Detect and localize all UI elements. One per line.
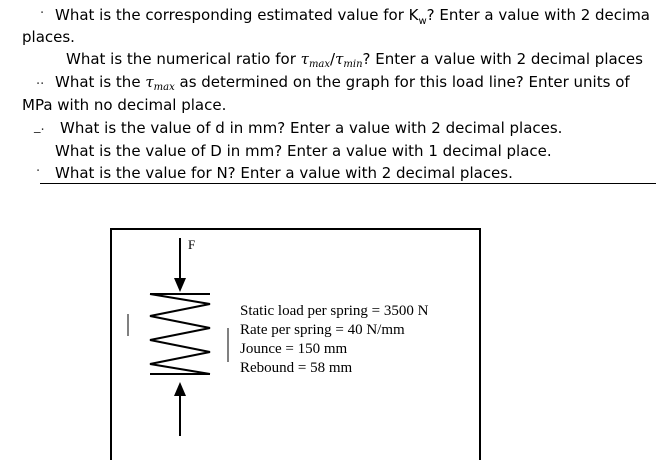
tau-symbol-2: τ bbox=[335, 50, 344, 68]
question-big-d: What is the value of D in mm? Enter a value with 1 decimal place. bbox=[55, 142, 552, 160]
bullet-q1: · bbox=[40, 6, 45, 21]
question-kw-suffix: ? Enter a value with 2 decima bbox=[426, 6, 651, 24]
tau-symbol-3: τ bbox=[145, 73, 154, 91]
question-kw-continuation: places. bbox=[22, 28, 75, 46]
tau-min-sub: min bbox=[343, 59, 363, 70]
question-kw bbox=[55, 6, 650, 31]
spec-jounce: Jounce = 150 mm bbox=[240, 341, 348, 357]
spec-rate: Rate per spring = 40 N/mm bbox=[240, 322, 405, 338]
tau-symbol: τ bbox=[300, 50, 309, 68]
slash: / bbox=[330, 50, 336, 68]
question-tau-prefix: What is the bbox=[55, 73, 146, 91]
question-kw-sub: w bbox=[418, 16, 427, 27]
force-label: F bbox=[188, 237, 196, 252]
spec-static-load: Static load per spring = 3500 N bbox=[240, 303, 429, 319]
question-n: What is the value for N? Enter a value with 2 decimal places. bbox=[55, 164, 513, 182]
question-ratio-suffix: ? Enter a value with 2 decimal places bbox=[362, 50, 643, 68]
spring-figure bbox=[110, 228, 481, 460]
bullet-q6: · bbox=[36, 164, 41, 179]
spec-rebound: Rebound = 58 mm bbox=[240, 360, 353, 376]
divider-line bbox=[40, 183, 656, 184]
tau-max-sub-2: max bbox=[153, 82, 175, 93]
question-tau-suffix: as determined on the graph for this load line? Enter units of bbox=[174, 73, 630, 91]
bullet-q3: .. bbox=[36, 73, 45, 88]
question-ratio bbox=[66, 50, 643, 74]
tau-max-sub: max bbox=[308, 59, 331, 70]
question-tau-max bbox=[55, 73, 630, 97]
question-ratio-prefix: What is the numerical ratio for bbox=[66, 50, 301, 68]
question-d: What is the value of d in mm? Enter a value with 2 decimal places. bbox=[60, 119, 563, 137]
bullet-q4: _. bbox=[34, 119, 45, 134]
question-tau-continuation: MPa with no decimal place. bbox=[22, 96, 227, 114]
question-kw-prefix: What is the corresponding estimated value for K bbox=[55, 6, 419, 24]
